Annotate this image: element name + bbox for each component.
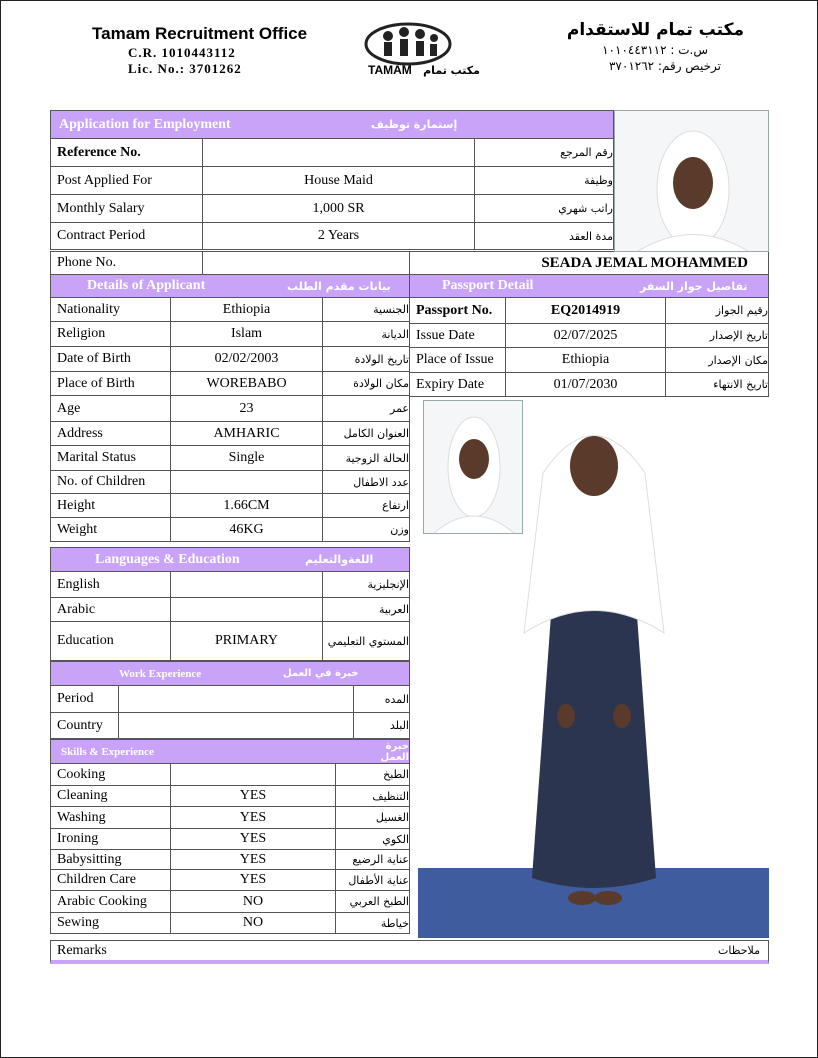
application-row-value: 2 Years	[202, 222, 475, 250]
languages-row-value: PRIMARY	[170, 621, 323, 661]
passport-title-ar: تفاصيل جواز السفر	[640, 279, 748, 293]
skills-row-label: Babysitting	[50, 849, 171, 870]
languages-row-label-ar: المستوي التعليمي	[322, 621, 410, 661]
applicant-row-label-ar: العنوان الكامل	[322, 421, 410, 446]
application-row-value	[202, 138, 475, 167]
logo-text: TAMAM	[368, 63, 412, 77]
passport-row-label: Issue Date	[409, 323, 506, 348]
applicant-row-label-ar: ارتفاع	[322, 493, 410, 518]
remarks-row	[50, 940, 769, 964]
applicant-row-label-ar: عدد الاطفال	[322, 470, 410, 494]
applicant-row-label: Height	[50, 493, 171, 518]
applicant-row-value: Ethiopia	[170, 297, 323, 322]
passport-row-label: Expiry Date	[409, 372, 506, 397]
languages-row-label-ar: العربية	[322, 597, 410, 622]
applicant-row-label: Place of Birth	[50, 371, 171, 396]
skills-row-value: YES	[170, 828, 336, 850]
skills-row-label-ar: الكوي	[335, 828, 410, 850]
full-body-photo	[418, 398, 769, 938]
skills-row-value: YES	[170, 849, 336, 870]
skills-row-label-ar: الغسيل	[335, 806, 410, 829]
applicant-row-value: Islam	[170, 321, 323, 347]
passport-row-label-ar: تاريخ الإصدار	[665, 323, 769, 348]
work-row-label: Country	[50, 712, 119, 739]
applicant-title-en: Details of Applicant	[87, 278, 206, 293]
applicant-row-value: WOREBABO	[170, 371, 323, 396]
skills-row-label: Arabic Cooking	[50, 890, 171, 913]
application-row-value: 1,000 SR	[202, 194, 475, 223]
skills-row-value: YES	[170, 869, 336, 891]
skills-row-label-ar: خياطة	[335, 912, 410, 934]
applicant-row-label-ar: الديانة	[322, 321, 410, 347]
remarks-label: Remarks	[57, 942, 107, 958]
portrait-photo-top	[614, 110, 769, 252]
applicant-full-name: SEADA JEMAL MOHAMMED	[409, 251, 769, 275]
skills-row-value: NO	[170, 912, 336, 934]
skills-row-label: Cooking	[50, 763, 171, 786]
skills-row-label: Sewing	[50, 912, 171, 934]
applicant-row-value: 02/02/2003	[170, 346, 323, 372]
application-row-value: House Maid	[202, 166, 475, 195]
applicant-row-value	[170, 470, 323, 494]
applicant-row-label: Address	[50, 421, 171, 446]
application-row-label: Contract Period	[50, 222, 203, 250]
applicant-row-label-ar: الحالة الزوجية	[322, 445, 410, 471]
work-row-label-ar: المده	[353, 685, 410, 713]
applicant-row-value: Single	[170, 445, 323, 471]
skills-title-en: Skills & Experience	[61, 745, 154, 758]
logo-text-ar: مكتب تمام	[423, 64, 480, 77]
skills-row-value: YES	[170, 785, 336, 807]
work-header	[50, 661, 410, 686]
license-number-en: Lic. No.: 3701262	[128, 61, 242, 76]
cr-number-ar: س.ت : ١٠١٠٤٤٣١١٢	[602, 43, 708, 57]
passport-row-label: Place of Issue	[409, 347, 506, 373]
languages-row-label: English	[50, 571, 171, 598]
skills-row-value: NO	[170, 890, 336, 913]
languages-title-ar: اللغةوالتعليم	[305, 553, 374, 566]
applicant-row-label: Nationality	[50, 297, 171, 322]
skills-row-value: YES	[170, 806, 336, 829]
passport-row-value: Ethiopia	[505, 347, 666, 373]
applicant-row-label-ar: تاريخ الولادة	[322, 346, 410, 372]
languages-row-label-ar: الإنجليزية	[322, 571, 410, 598]
languages-row-label: Arabic	[50, 597, 171, 622]
passport-row-label-ar: مكان الإصدار	[665, 347, 769, 373]
skills-row-label: Cleaning	[50, 785, 171, 807]
phone-value	[202, 251, 410, 275]
applicant-row-label: Religion	[50, 321, 171, 347]
passport-row-value: 01/07/2030	[505, 372, 666, 397]
languages-row-value	[170, 571, 323, 598]
skills-row-label-ar: الطبخ	[335, 763, 410, 786]
applicant-row-label-ar: وزن	[322, 517, 410, 542]
applicant-row-value: 23	[170, 395, 323, 422]
work-row-value	[118, 685, 354, 713]
cr-number-en: C.R. 1010443112	[128, 45, 236, 60]
applicant-row-label: Age	[50, 395, 171, 422]
languages-row-label: Education	[50, 621, 171, 661]
passport-header	[409, 274, 769, 298]
languages-header	[50, 547, 410, 572]
applicant-title-ar: بيانات مقدم الطلب	[287, 279, 391, 293]
application-row-label-ar: وظيفة	[474, 166, 614, 195]
passport-title-en: Passport Detail	[442, 278, 534, 293]
applicant-header	[50, 274, 410, 298]
applicant-row-label-ar: عمر	[322, 395, 410, 422]
license-number-ar: ترخيص رقم: ٣٧٠١٢٦٢	[608, 59, 721, 73]
languages-row-value	[170, 597, 323, 622]
work-row-value	[118, 712, 354, 739]
applicant-row-value: 1.66CM	[170, 493, 323, 518]
application-header	[50, 110, 614, 139]
languages-title-en: Languages & Education	[95, 551, 240, 567]
applicant-row-label-ar: مكان الولادة	[322, 371, 410, 396]
application-row-label: Monthly Salary	[50, 194, 203, 223]
application-row-label-ar: راتب شهري	[474, 194, 614, 223]
skills-row-label-ar: التنظيف	[335, 785, 410, 807]
work-row-label: Period	[50, 685, 119, 713]
skills-row-value	[170, 763, 336, 786]
application-row-label-ar: رقم المرجع	[474, 138, 614, 167]
passport-row-label-ar: رقيم الجواز	[665, 297, 769, 324]
company-name-en: Tamam Recruitment Office	[92, 24, 308, 43]
applicant-row-label: Marital Status	[50, 445, 171, 471]
skills-row-label-ar: الطبخ العربي	[335, 890, 410, 913]
applicant-row-value: 46KG	[170, 517, 323, 542]
remarks-label-ar: ملاحظات	[718, 944, 760, 957]
skills-header	[50, 739, 410, 764]
passport-row-value: 02/07/2025	[505, 323, 666, 348]
application-row-label: Post Applied For	[50, 166, 203, 195]
work-row-label-ar: البلد	[353, 712, 410, 739]
work-title-ar: خبرة في العمل	[283, 668, 359, 679]
applicant-row-label-ar: الجنسية	[322, 297, 410, 322]
work-title-en: Work Experience	[119, 667, 202, 680]
skills-row-label-ar: عناية الأطفال	[335, 869, 410, 891]
application-title-en: Application for Employment	[59, 116, 231, 132]
applicant-row-value: AMHARIC	[170, 421, 323, 446]
applicant-row-label: Weight	[50, 517, 171, 542]
passport-row-label: Passport No.	[409, 297, 506, 324]
passport-row-label-ar: تاريخ الانتهاء	[665, 372, 769, 397]
company-logo	[364, 22, 482, 80]
company-name-ar: مكتب تمام للاستقدام	[566, 20, 744, 40]
applicant-row-label: No. of Children	[50, 470, 171, 494]
applicant-row-label: Date of Birth	[50, 346, 171, 372]
skills-row-label: Ironing	[50, 828, 171, 850]
phone-label: Phone No.	[50, 251, 203, 275]
skills-row-label-ar: عناية الرضيع	[335, 849, 410, 870]
application-row-label-ar: مدة العقد	[474, 222, 614, 250]
skills-row-label: Washing	[50, 806, 171, 829]
skills-title-ar: خبرة العمل	[380, 740, 409, 763]
application-title-ar: إستمارة توظيف	[371, 118, 458, 131]
passport-row-value: EQ2014919	[505, 297, 666, 324]
application-row-label: Reference No.	[50, 138, 203, 167]
skills-row-label: Children Care	[50, 869, 171, 891]
